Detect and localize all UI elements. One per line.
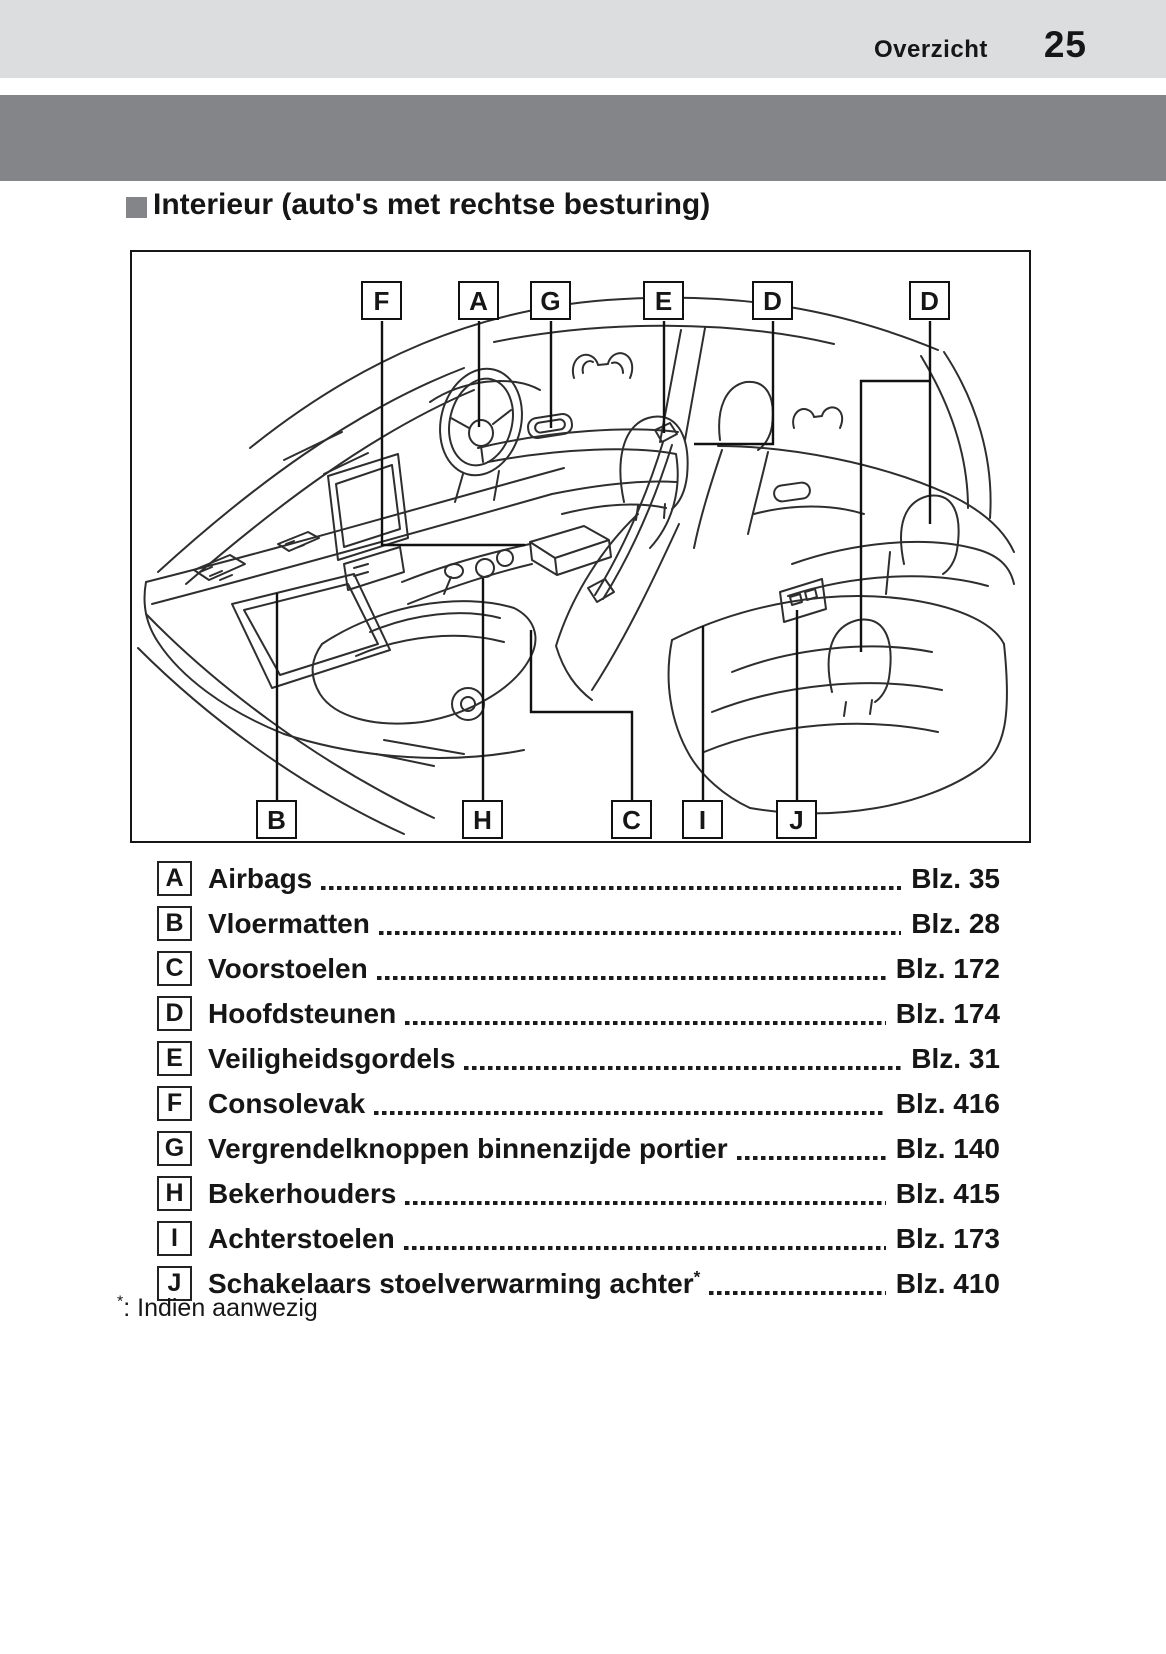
leader-D1 <box>694 321 773 444</box>
header-section-title: Overzicht <box>873 36 988 63</box>
legend-letter-box: F <box>157 1086 192 1121</box>
diagram-label-C: C <box>611 800 652 839</box>
legend-row-A <box>157 856 1000 901</box>
legend-row-F <box>157 1081 1000 1126</box>
legend-letter-box: G <box>157 1131 192 1166</box>
dot-leader <box>737 1156 886 1161</box>
dashboard <box>145 381 677 758</box>
legend-label: Veiligheidsgordels <box>208 1042 456 1074</box>
legend-page-ref: Blz. 416 <box>895 1087 1000 1119</box>
legend-letter-box: H <box>157 1176 192 1211</box>
legend-row-D <box>157 991 1000 1036</box>
diagram-label-B: B <box>256 800 297 839</box>
dot-leader <box>377 976 886 981</box>
legend-label: Vloermatten <box>208 907 370 939</box>
legend-label: Achterstoelen <box>208 1222 395 1254</box>
legend-page-ref: Blz. 28 <box>911 907 1000 939</box>
legend-row-G <box>157 1126 1000 1171</box>
legend-label: Voorstoelen <box>208 952 368 984</box>
legend-letter-box: J <box>157 1266 192 1301</box>
legend-page-ref: Blz. 415 <box>895 1177 1000 1209</box>
legend-list <box>157 856 1000 1306</box>
legend-letter-box: C <box>157 951 192 986</box>
legend-page-ref: Blz. 31 <box>911 1042 1000 1074</box>
diagram-label-E: E <box>643 281 684 320</box>
legend-row-H <box>157 1171 1000 1216</box>
legend-label: Vergrendelknoppen binnenzijde portier <box>208 1132 728 1164</box>
dot-leader <box>321 886 901 891</box>
rear-seats <box>669 495 1014 813</box>
driver-seat <box>694 382 773 548</box>
legend-row-E <box>157 1036 1000 1081</box>
diagram-label-D2: D <box>909 281 950 320</box>
rear-left-headrest <box>829 620 891 702</box>
rear-door-pull <box>773 482 811 503</box>
footnote-text: : Indien aanwezig <box>123 1294 318 1322</box>
dot-leader <box>374 1111 886 1116</box>
legend-label: Hoofdsteunen <box>208 997 397 1029</box>
leader-F <box>382 321 525 545</box>
dot-leader <box>709 1291 886 1296</box>
console-box <box>530 526 611 575</box>
legend-page-ref: Blz. 140 <box>895 1132 1000 1164</box>
legend-label: Schakelaars stoelverwarming achter* <box>208 1267 701 1299</box>
diagram-label-J: J <box>776 800 817 839</box>
footnote-asterisk: * <box>117 1293 124 1311</box>
diagram-label-A: A <box>458 281 499 320</box>
diagram-label-F: F <box>361 281 402 320</box>
heading-square-bullet-icon <box>126 197 147 218</box>
legend-label: Airbags <box>208 862 313 894</box>
legend-page-ref: Blz. 174 <box>895 997 1000 1029</box>
legend-label: Consolevak <box>208 1087 366 1119</box>
diagram-label-G: G <box>530 281 571 320</box>
section-title: Interieur (auto's met rechtse besturing) <box>153 188 711 221</box>
page-header-bar <box>0 0 1166 78</box>
dot-leader <box>405 1201 885 1206</box>
page-header <box>874 24 1087 66</box>
leader-C <box>531 630 632 800</box>
section-heading <box>126 188 710 222</box>
footnote <box>117 1294 318 1323</box>
grab-handles <box>573 353 842 428</box>
dot-leader <box>405 1021 886 1026</box>
legend-page-ref: Blz. 35 <box>911 862 1000 894</box>
legend-letter-box: B <box>157 906 192 941</box>
header-page-number: 25 <box>1043 24 1087 65</box>
legend-row-I <box>157 1216 1000 1261</box>
floor-mat <box>232 574 390 688</box>
legend-letter-box: E <box>157 1041 192 1076</box>
cup-holder <box>476 559 494 577</box>
legend-label: Bekerhouders <box>208 1177 397 1209</box>
chapter-banner <box>0 95 1166 181</box>
legend-letter-box: I <box>157 1221 192 1256</box>
dot-leader <box>379 931 901 936</box>
legend-letter-box: A <box>157 861 192 896</box>
diagram-label-H: H <box>462 800 503 839</box>
legend-page-ref: Blz. 410 <box>895 1267 1000 1299</box>
diagram-label-D1: D <box>752 281 793 320</box>
leader-D2 <box>861 321 930 652</box>
legend-row-C <box>157 946 1000 991</box>
car-interior-illustration <box>132 252 1029 841</box>
diagram-label-I: I <box>682 800 723 839</box>
legend-row-B <box>157 901 1000 946</box>
legend-page-ref: Blz. 172 <box>895 952 1000 984</box>
interior-diagram <box>130 250 1031 843</box>
legend-page-ref: Blz. 173 <box>895 1222 1000 1254</box>
legend-letter-box: D <box>157 996 192 1031</box>
car-artwork <box>138 298 1014 834</box>
dot-leader <box>404 1246 886 1251</box>
dot-leader <box>464 1066 901 1071</box>
